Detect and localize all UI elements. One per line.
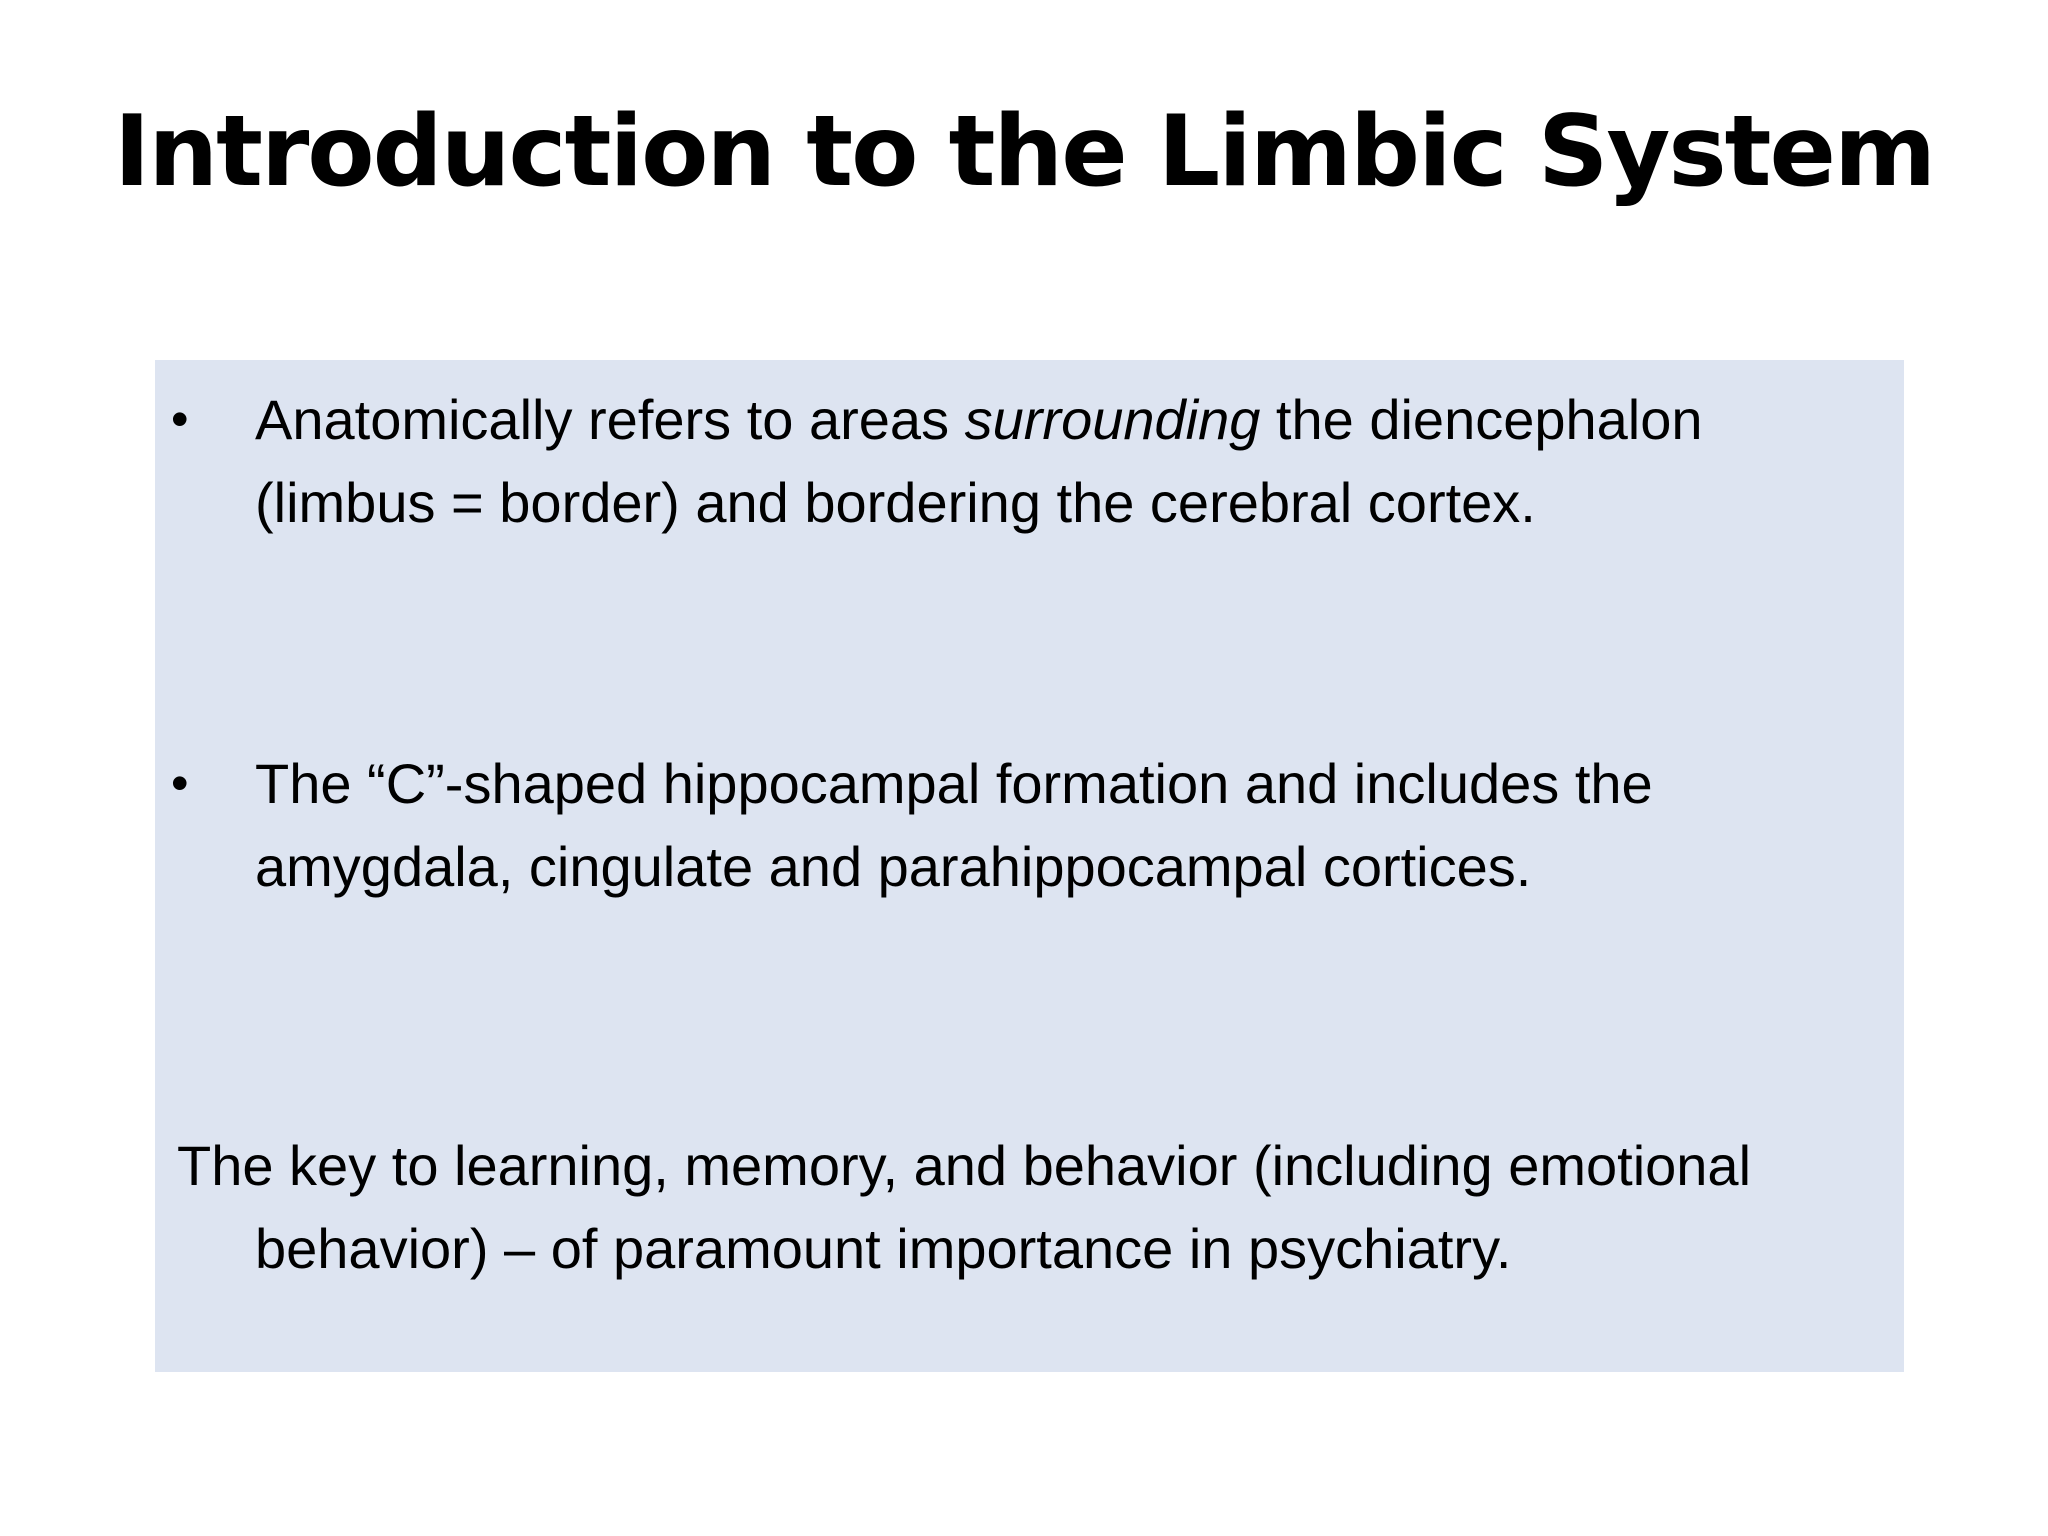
bullet-item-hippocampal: [171, 742, 1875, 908]
bullet-marker: •: [171, 391, 189, 447]
slide-title: Introduction to the Limbic System: [113, 95, 1935, 209]
bullet-item-anatomy: [171, 378, 1875, 544]
content-box: [155, 360, 1904, 1372]
key-paragraph: The key to learning, memory, and behavior (including emotional behavior) – of paramount importance in psychiatry.: [177, 1134, 1752, 1280]
bullet-text: The “C”-shaped hippocampal formation and includes the amygdala, cingulate and parahippocampal cortices.: [255, 752, 1653, 898]
emphasis-surrounding: surrounding: [964, 388, 1261, 451]
bullet-marker: •: [171, 755, 189, 811]
bullet-text-start: Anatomically refers to areas: [255, 388, 965, 451]
bullet-text-end: the diencephalon (limbus = border) and bordering the cerebral cortex.: [255, 388, 1703, 534]
